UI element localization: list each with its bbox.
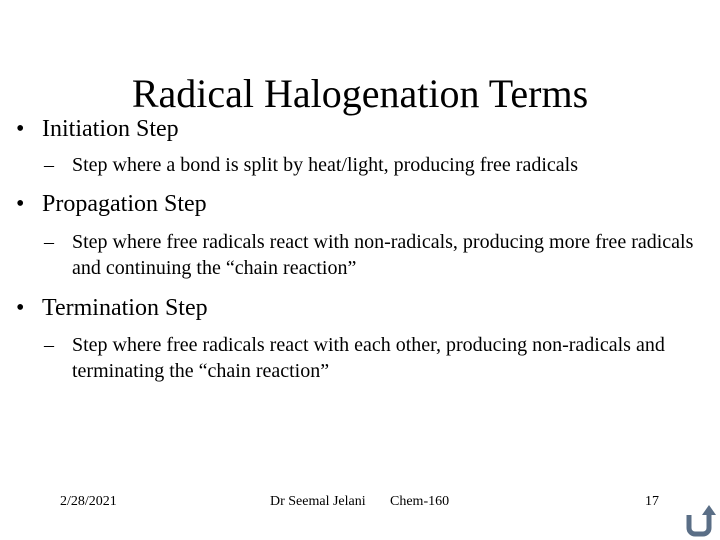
subbullet-text: Step where free radicals react with each other, producing non-radicals and terminating the “chain reaction” xyxy=(72,334,665,382)
footer-course: Chem-160 xyxy=(390,494,450,509)
subbullet-text: Step where free radicals react with non-radicals, producing more free radicals and continuing the “chain reaction” xyxy=(72,231,694,279)
subbullet-termination xyxy=(44,332,694,384)
footer-page-number: 17 xyxy=(645,494,659,509)
dash-marker: – xyxy=(44,334,54,356)
bullet-heading: Initiation Step xyxy=(42,116,179,142)
subbullet-propagation xyxy=(44,229,694,281)
slide-title: Radical Halogenation Terms xyxy=(131,71,589,116)
return-arrow-icon[interactable] xyxy=(683,503,717,537)
bullet-marker: • xyxy=(16,116,25,142)
subbullet-text: Step where a bond is split by heat/light, producing free radicals xyxy=(72,154,578,176)
footer-date: 2/28/2021 xyxy=(60,494,117,509)
dash-marker: – xyxy=(44,154,54,176)
bullet-marker: • xyxy=(16,191,25,217)
dash-marker: – xyxy=(44,231,54,253)
bullet-heading: Propagation Step xyxy=(42,191,207,217)
subbullet-initiation xyxy=(44,152,694,178)
footer-author: Dr Seemal Jelani xyxy=(270,494,366,509)
bullet-heading: Termination Step xyxy=(42,295,208,321)
bullet-marker: • xyxy=(16,295,25,321)
